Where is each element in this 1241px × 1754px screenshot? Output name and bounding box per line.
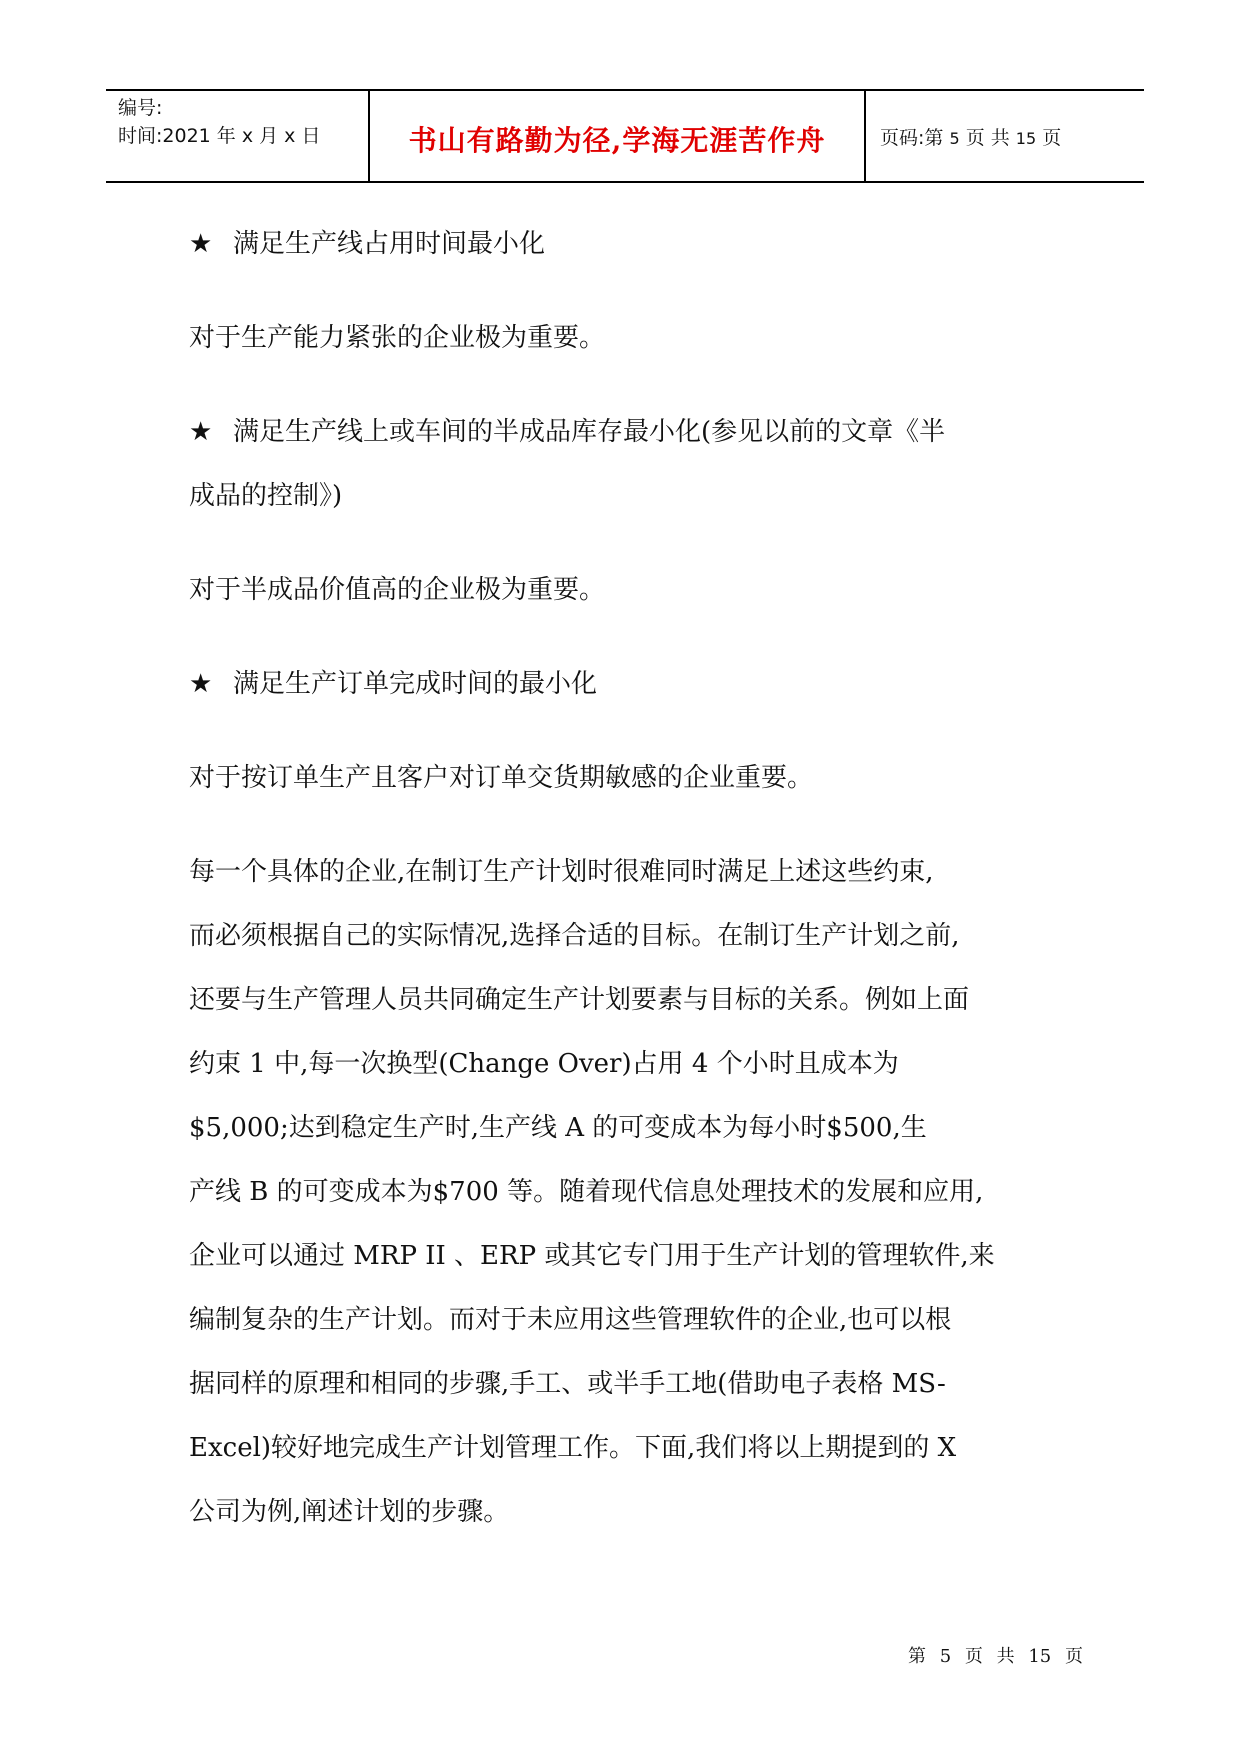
body-text-line: Excel)较好地完成生产计划管理工作。下面,我们将以上期提到的 X	[189, 1433, 957, 1463]
bullet-item	[189, 652, 597, 716]
body-text-line: 据同样的原理和相同的步骤,手工、或半手工地(借助电子表格 MS-	[189, 1369, 946, 1399]
body-text-line: 约束 1 中,每一次换型(Change Over)占用 4 个小时且成本为	[189, 1049, 899, 1079]
page-total: 15	[1015, 129, 1037, 148]
header-page-cell	[866, 91, 1144, 181]
bullet-text: 满足生产线占用时间最小化	[233, 229, 546, 259]
body-text-line: 公司为例,阐述计划的步骤。	[189, 1497, 510, 1527]
page-suffix: 页	[1042, 127, 1062, 149]
body-paragraph: 对于按订单生产且客户对订单交货期敏感的企业重要。	[189, 763, 814, 793]
body-text-line: 编制复杂的生产计划。而对于未应用这些管理软件的企业,也可以根	[189, 1305, 952, 1335]
bullet-item	[189, 212, 545, 276]
star-icon: ★	[189, 669, 213, 699]
header-motto: 书山有路勤为径,学海无涯苦作舟	[408, 124, 826, 157]
star-icon: ★	[189, 417, 213, 447]
body-text-line: $5,000;达到稳定生产时,生产线 A 的可变成本为每小时$500,生	[189, 1113, 927, 1143]
body-paragraph: 对于生产能力紧张的企业极为重要。	[189, 323, 606, 353]
bullet-item	[189, 400, 945, 464]
bullet-text: 满足生产线上或车间的半成品库存最小化(参见以前的文章《半	[233, 417, 946, 447]
body-text-line: 还要与生产管理人员共同确定生产计划要素与目标的关系。例如上面	[189, 985, 970, 1015]
bullet-continuation: 成品的控制》)	[189, 481, 343, 511]
page-mid: 页 共	[965, 127, 1010, 149]
body-paragraph: 对于半成品价值高的企业极为重要。	[189, 575, 606, 605]
header-page-number	[880, 123, 1061, 150]
body-text-line: 产线 B 的可变成本为$700 等。随着现代信息处理技术的发展和应用,	[189, 1177, 984, 1207]
page-header	[106, 89, 1144, 183]
page-footer: 第 5 页 共 15 页	[908, 1646, 1083, 1667]
body-text-line: 企业可以通过 MRP II 、ERP 或其它专门用于生产计划的管理软件,来	[189, 1241, 995, 1271]
header-meta-cell	[106, 91, 370, 181]
page-prefix: 页码:第	[880, 127, 944, 149]
bullet-text: 满足生产订单完成时间的最小化	[233, 669, 598, 699]
document-number-label: 编号:	[118, 97, 163, 119]
document-time-label: 时间:2021 年 x 月 x 日	[118, 125, 321, 147]
body-text-line: 而必须根据自己的实际情况,选择合适的目标。在制订生产计划之前,	[189, 921, 960, 951]
star-icon: ★	[189, 229, 213, 259]
body-text-line: 每一个具体的企业,在制订生产计划时很难同时满足上述这些约束,	[189, 857, 934, 887]
header-motto-cell	[370, 91, 866, 181]
page-current: 5	[949, 129, 960, 148]
